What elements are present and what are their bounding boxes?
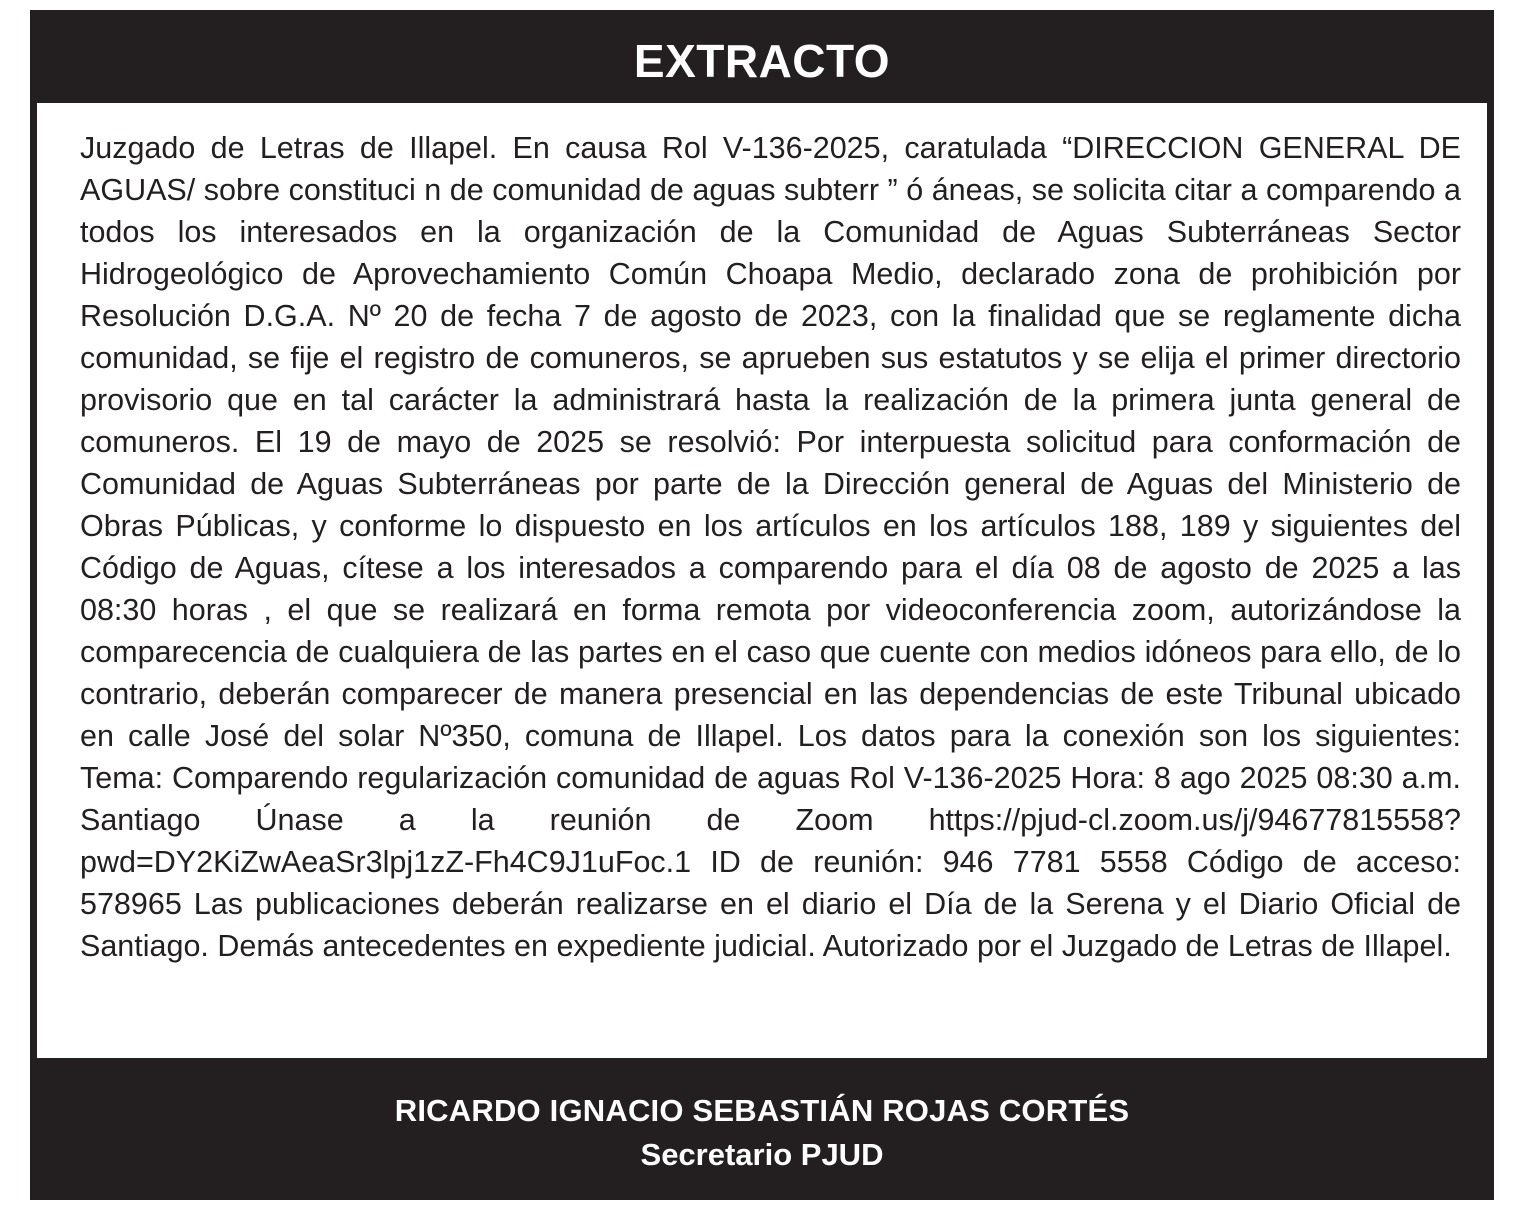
- notice-frame: [30, 10, 1494, 1200]
- notice-header: [30, 10, 1494, 103]
- notice-footer: [30, 1058, 1494, 1200]
- signer-name: RICARDO IGNACIO SEBASTIÁN ROJAS CORTÉS: [394, 1093, 1130, 1128]
- notice-title: EXTRACTO: [633, 34, 891, 87]
- notice-content: [37, 103, 1487, 1058]
- signer-role: Secretario PJUD: [640, 1137, 884, 1172]
- notice-body-text: Juzgado de Letras de Illapel. En causa Rol V-136-2025, caratulada “DIRECCION GENERAL DE AGUAS/ sobre constituci n de comunidad de aguas subterr ” ó áneas, se solicita citar a comparendo a todos los interesados en la organización de la Comunidad de Aguas Subterráneas Sector Hidrogeológico de Aprovechamiento Común Choapa Medio, declarado zona de prohibición por Resolución D.G.A. Nº 20 de fecha 7 de agosto de 2023, con la finalidad que se reglamente dicha comunidad, se fije el registro de comuneros, se aprueben sus estatutos y se elija el primer directorio provisorio que en tal carácter la administrará hasta la realización de la primera junta general de comuneros. El 19 de mayo de 2025 se resolvió: Por interpuesta solicitud para conformación de Comunidad de Aguas Subterráneas por parte de la Dirección general de Aguas del Ministerio de Obras Públicas, y conforme lo dispuesto en los artículos en los artículos 188, 189 y siguientes del Código de Aguas, cítese a los interesados a comparendo para el día 08 de agosto de 2025 a las 08:30 horas , el que se realizará en forma remota por videoconferencia zoom, autorizándose la comparecencia de cualquiera de las partes en el caso que cuente con medios idóneos para ello, de lo contrario, deberán comparecer de manera presencial en las dependencias de este Tribunal ubicado en calle José del solar Nº350, comuna de Illapel. Los datos para la conexión son los siguientes: Tema: Comparendo regularización comunidad de aguas Rol V-136-2025 Hora: 8 ago 2025 08:30 a.m. Santiago Únase a la reunión de Zoom https://pjud-cl.zoom.us/j/94677815558?pwd=DY2KiZwAeaSr3lpj1zZ-Fh4C9J1uFoc.1 ID de reunión: 946 7781 5558 Código de acceso: 578965 Las publicaciones deberán realizarse en el diario el Día de la Serena y el Diario Oficial de Santiago. Demás antecedentes en expediente judicial. Autorizado por el Juzgado de Letras de Illapel.: [80, 131, 1461, 963]
